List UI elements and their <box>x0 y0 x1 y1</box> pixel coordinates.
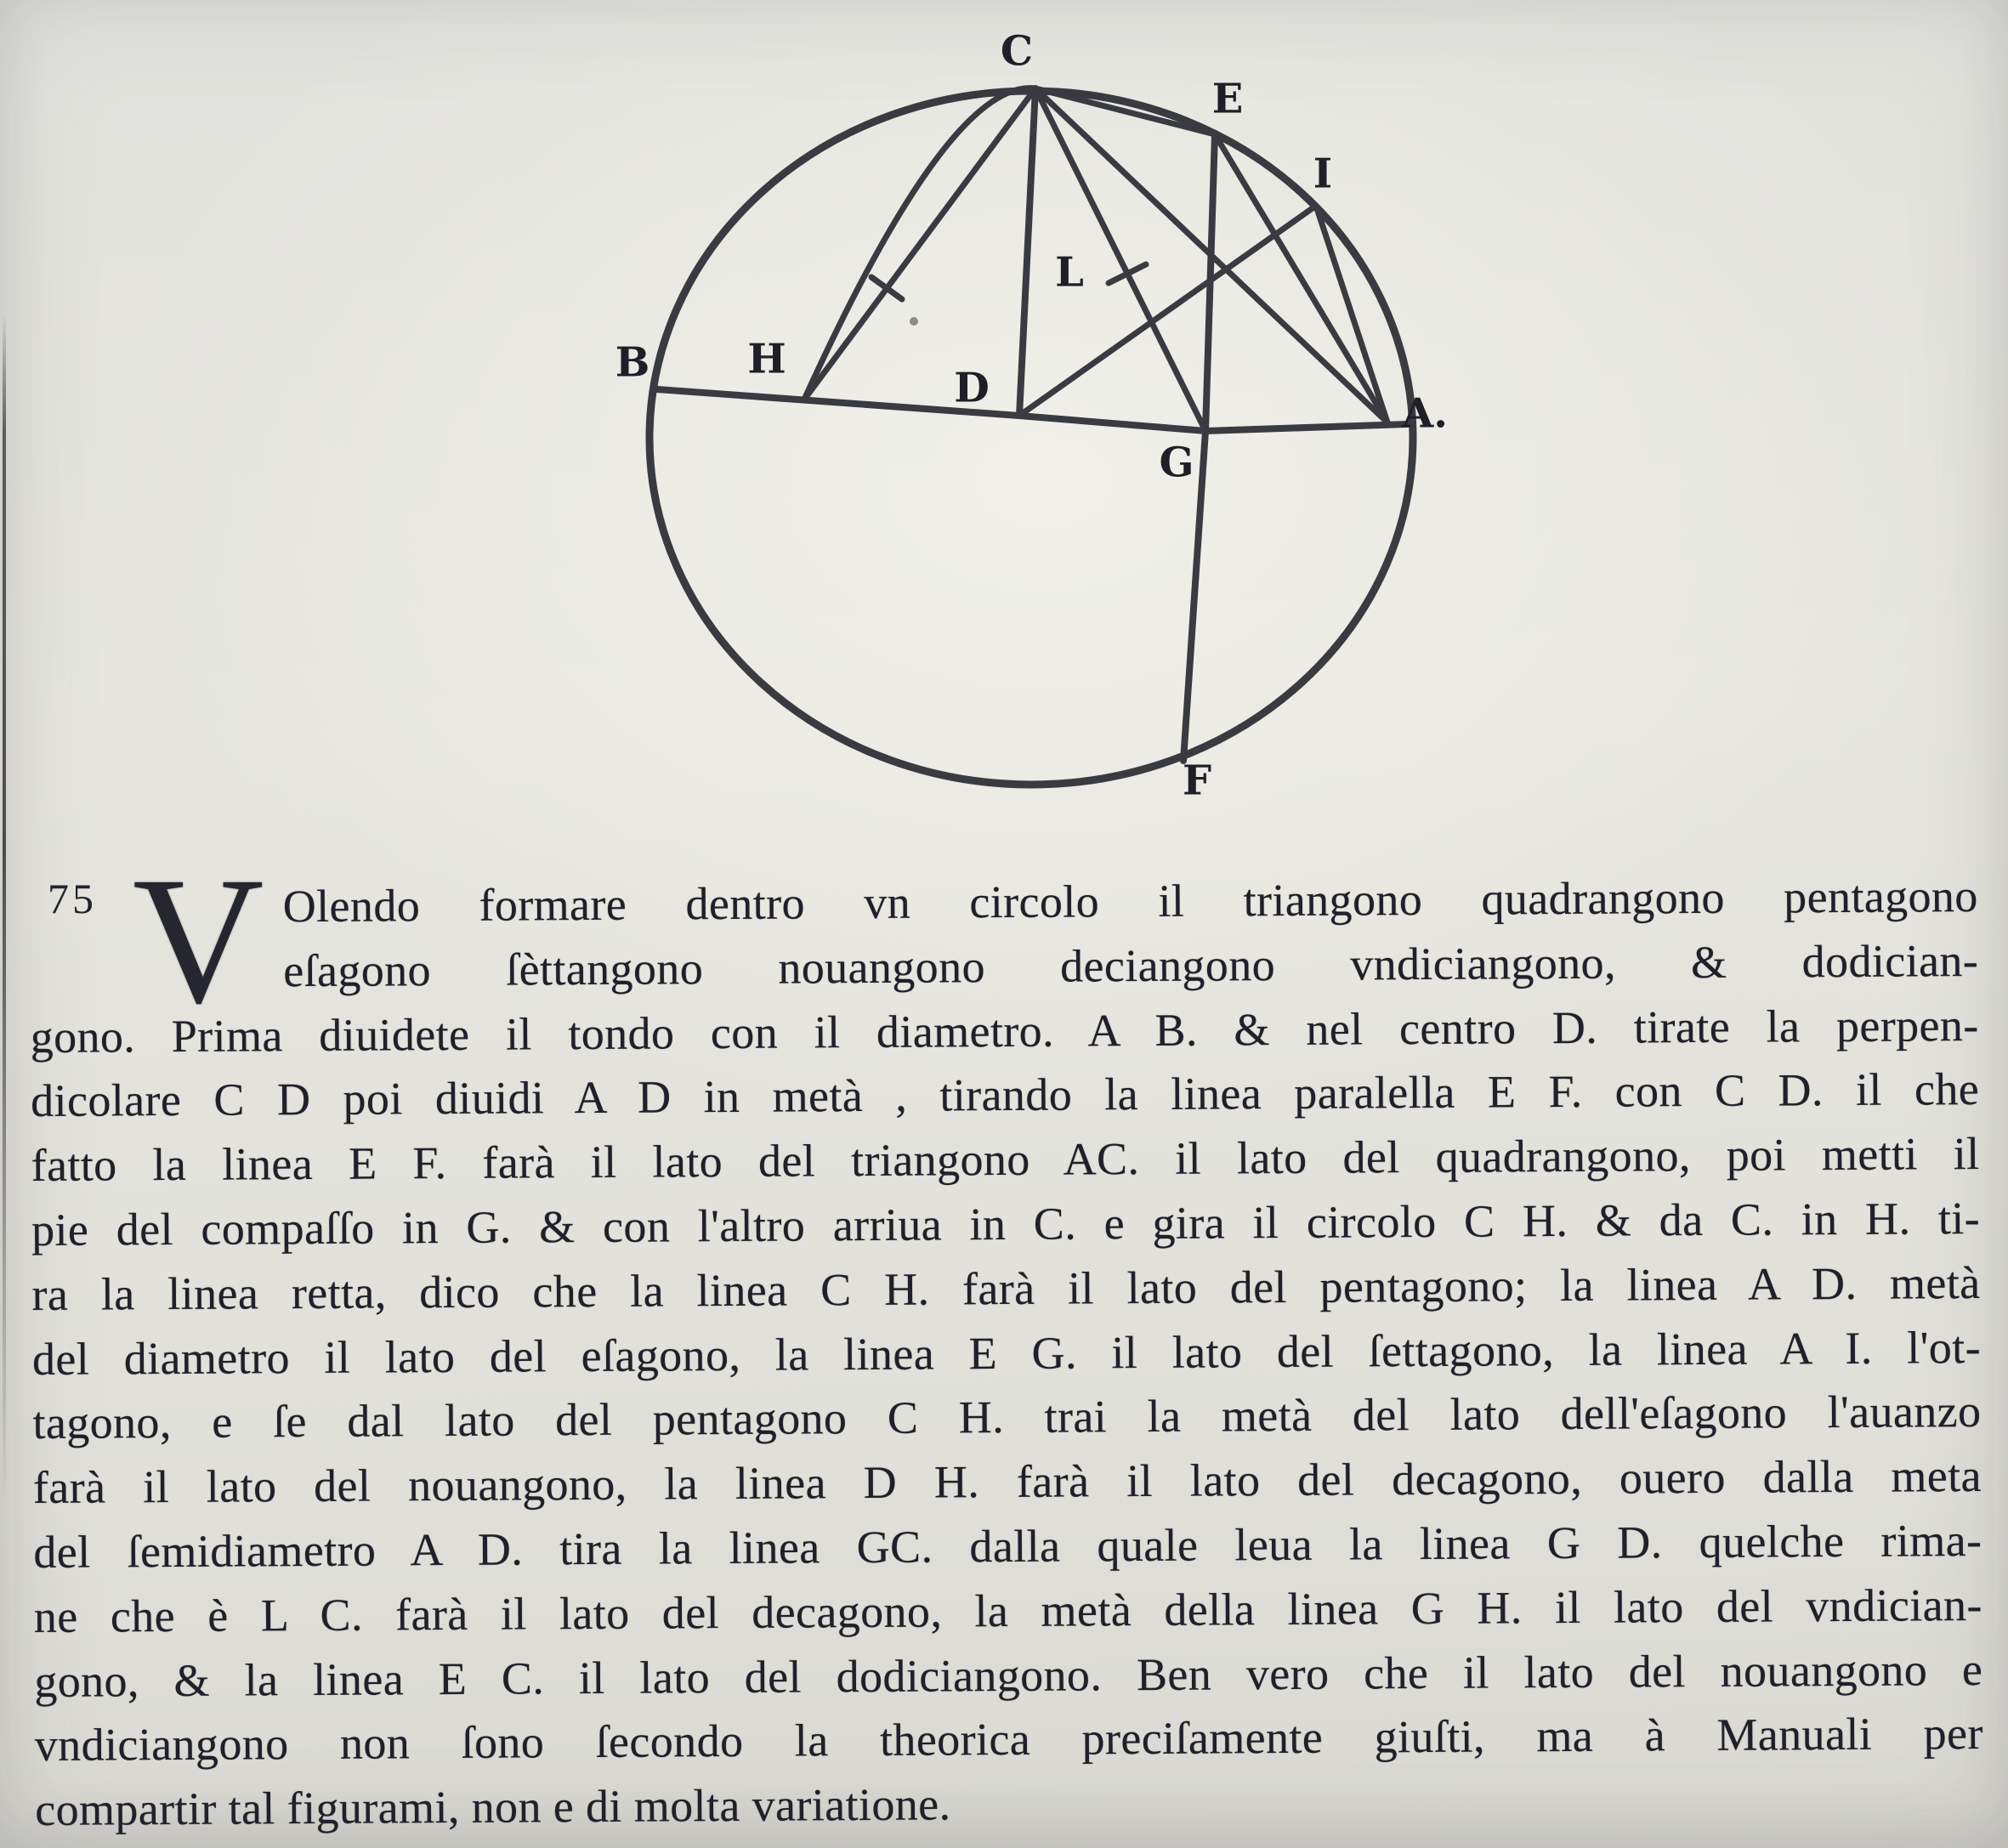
text-line: tagono, e ſe dal lato del pentagono C H. trai la metà del lato dell'eſagono l'auanzo <box>32 1386 1982 1449</box>
text-line: del diametro il lato del eſagono, la linea E G. il lato del ſettagono, la linea A I. l'ot- <box>31 1321 1982 1385</box>
text-line: gono. Prima diuidete il tondo con il diametro. A B. & nel centro D. tirate la perpen- <box>30 999 1979 1063</box>
text-line: del ſemidiametro A D. tira la linea GC. dalla quale leua la linea G D. quelche rima- <box>33 1514 1982 1578</box>
body-text <box>30 864 1984 1843</box>
text-line: ne che è L C. farà il lato del decagono, la metà della linea G H. il lato del vndician- <box>33 1579 1983 1642</box>
text-line: pie del compaſſo in G. & con l'altro arriua in C. e gira il circolo C H. & da C. in H. ti- <box>31 1192 1981 1256</box>
figure-label-E: E <box>1211 75 1244 123</box>
text-line: vndiciangono non ſono ſecondo la theorica preciſamente giuſti, ma à Manuali per <box>34 1708 1983 1771</box>
figure-diameter-BA <box>657 389 1408 431</box>
figure-label-A: A. <box>1402 389 1448 438</box>
scan-edge-artifact <box>3 315 6 1505</box>
geometry-figure <box>0 0 2008 850</box>
drop-cap: V <box>133 840 264 1041</box>
figure-line-CD <box>1019 88 1035 416</box>
figure-tick-CH <box>871 277 902 299</box>
figure-label-H: H <box>747 335 786 383</box>
text-line: Olendo formare dentro vn circolo il triangono quadrangono pentagono <box>282 870 1978 933</box>
figure-chord-EA <box>1215 134 1387 422</box>
text-line: compartir tal figurami, non e di molta variatione. <box>35 1778 951 1836</box>
figure-label-F: F <box>1182 757 1212 805</box>
figure-label-B: B <box>615 338 650 387</box>
figure-label-I: I <box>1313 150 1333 198</box>
text-line: gono, & la linea E C. il lato del dodiciangono. Ben vero che il lato del nouangono e <box>34 1643 1983 1707</box>
paragraph-number: 75 <box>48 875 97 922</box>
figure-label-D: D <box>954 364 990 412</box>
ink-speck <box>910 317 918 326</box>
text-line: farà il lato del nouangono, la linea D H. farà il lato del decagono, ouero dalla meta <box>32 1450 1982 1514</box>
text-line: fatto la linea E F. farà il lato del triangono AC. il lato del quadrangono, poi metti il <box>31 1128 1980 1192</box>
text-line: dicolare C D poi diuidi A D in metà , tirando la linea paralella E F. con C D. il che <box>30 1063 1980 1127</box>
text-line: eſagono ſèttangono nouangono deciangono vndiciangono, & dodician- <box>283 934 1979 996</box>
figure-label-G: G <box>1159 439 1194 487</box>
text-line: ra la linea retta, dico che la linea C H. farà il lato del pentagono; la linea A D. metà <box>31 1256 1981 1320</box>
figure-label-L: L <box>1055 248 1084 297</box>
figure-label-C: C <box>1000 27 1034 76</box>
